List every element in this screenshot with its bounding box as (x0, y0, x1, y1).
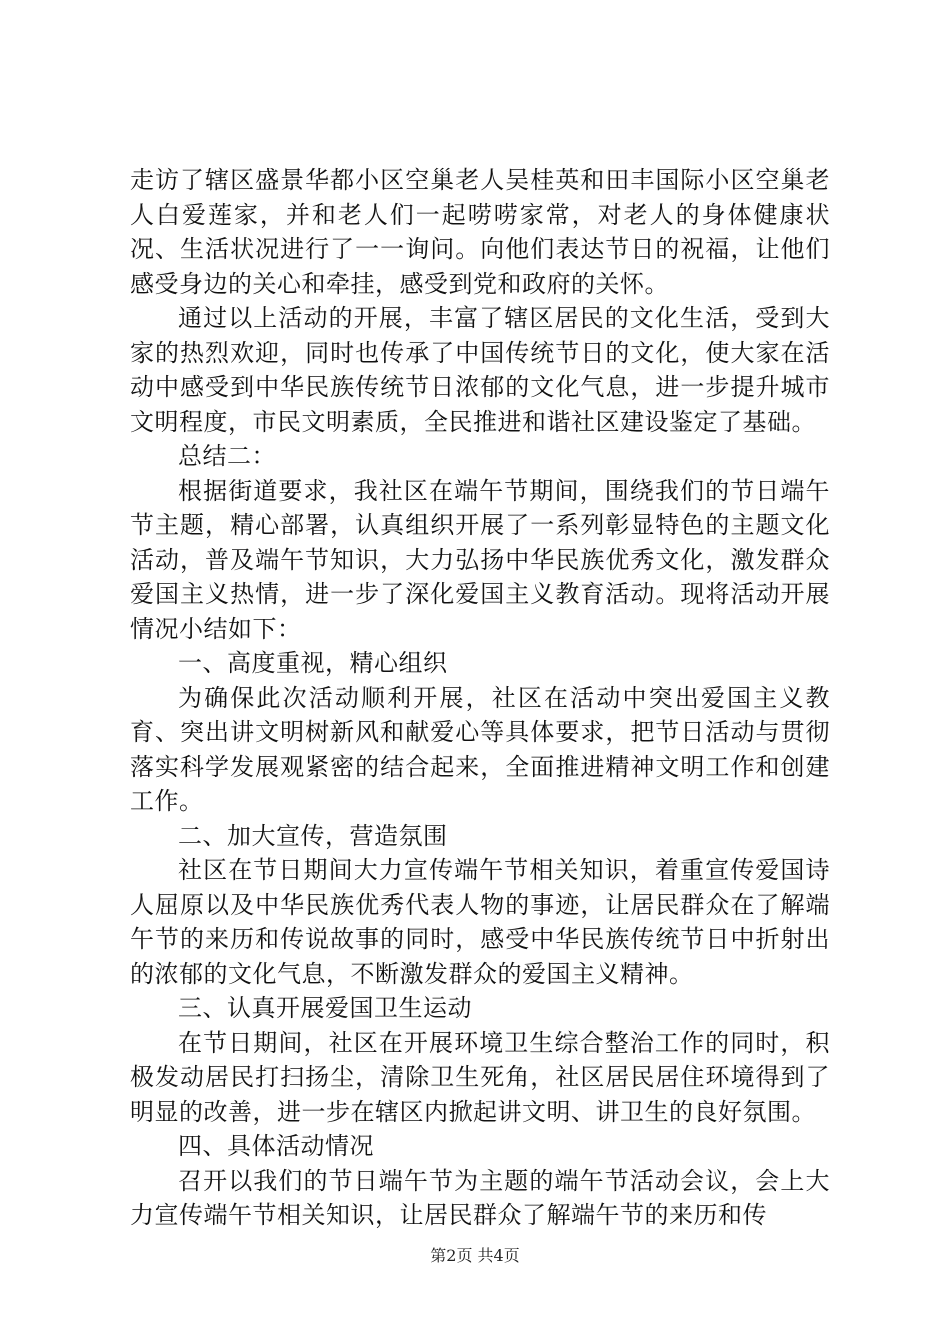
paragraph: 通过以上活动的开展，丰富了辖区居民的文化生活，受到大家的热烈欢迎，同时也传承了中国传统节日的文化，使大家在活动中感受到中华民族传统节日浓郁的文化气息，进一步提升城市文明程度，市民文明素质，全民推进和谐社区建设鉴定了基础。 (130, 304, 830, 436)
paragraph: 社区在节日期间大力宣传端午节相关知识，着重宣传爱国诗人屈原以及中华民族优秀代表人物的事迹，让居民群众在了解端午节的来历和传说故事的同时，感受中华民族传统节日中折射出的浓郁的文化气息，不断激发群众的爱国主义精神。 (130, 856, 830, 988)
page-footer: 第2页 共4页 (430, 1246, 520, 1265)
paragraph: 三、认真开展爱国卫生运动 (178, 994, 472, 1022)
paragraph: 在节日期间，社区在开展环境卫生综合整治工作的同时，积极发动居民打扫扬尘，清除卫生死角，社区居民居住环境得到了明显的改善，进一步在辖区内掀起讲文明、讲卫生的良好氛围。 (130, 1028, 830, 1126)
paragraph: 总结二： (178, 442, 276, 470)
paragraph: 走访了辖区盛景华都小区空巢老人吴桂英和田丰国际小区空巢老人白爱莲家，并和老人们一起唠唠家常，对老人的身体健康状况、生活状况进行了一一询问。向他们表达节日的祝福，让他们感受身边的关心和牵挂，感受到党和政府的关怀。 (130, 166, 830, 298)
document-body (130, 163, 830, 1233)
paragraph: 召开以我们的节日端午节为主题的端午节活动会议，会上大力宣传端午节相关知识，让居民群众了解端午节的来历和传 (130, 1166, 830, 1229)
paragraph: 根据街道要求，我社区在端午节期间，围绕我们的节日端午节主题，精心部署，认真组织开展了一系列彰显特色的主题文化活动，普及端午节知识，大力弘扬中华民族优秀文化，激发群众爱国主义热情，进一步了深化爱国主义教育活动。现将活动开展情况小结如下： (130, 476, 830, 643)
paragraph: 二、加大宣传，营造氛围 (178, 821, 448, 850)
paragraph: 为确保此次活动顺利开展，社区在活动中突出爱国主义教育、突出讲文明树新风和献爱心等具体要求，把节日活动与贯彻落实科学发展观紧密的结合起来，全面推进精神文明工作和创建工作。 (130, 683, 830, 815)
paragraph: 一、高度重视，精心组织 (178, 649, 448, 677)
paragraph: 四、具体活动情况 (178, 1132, 374, 1160)
